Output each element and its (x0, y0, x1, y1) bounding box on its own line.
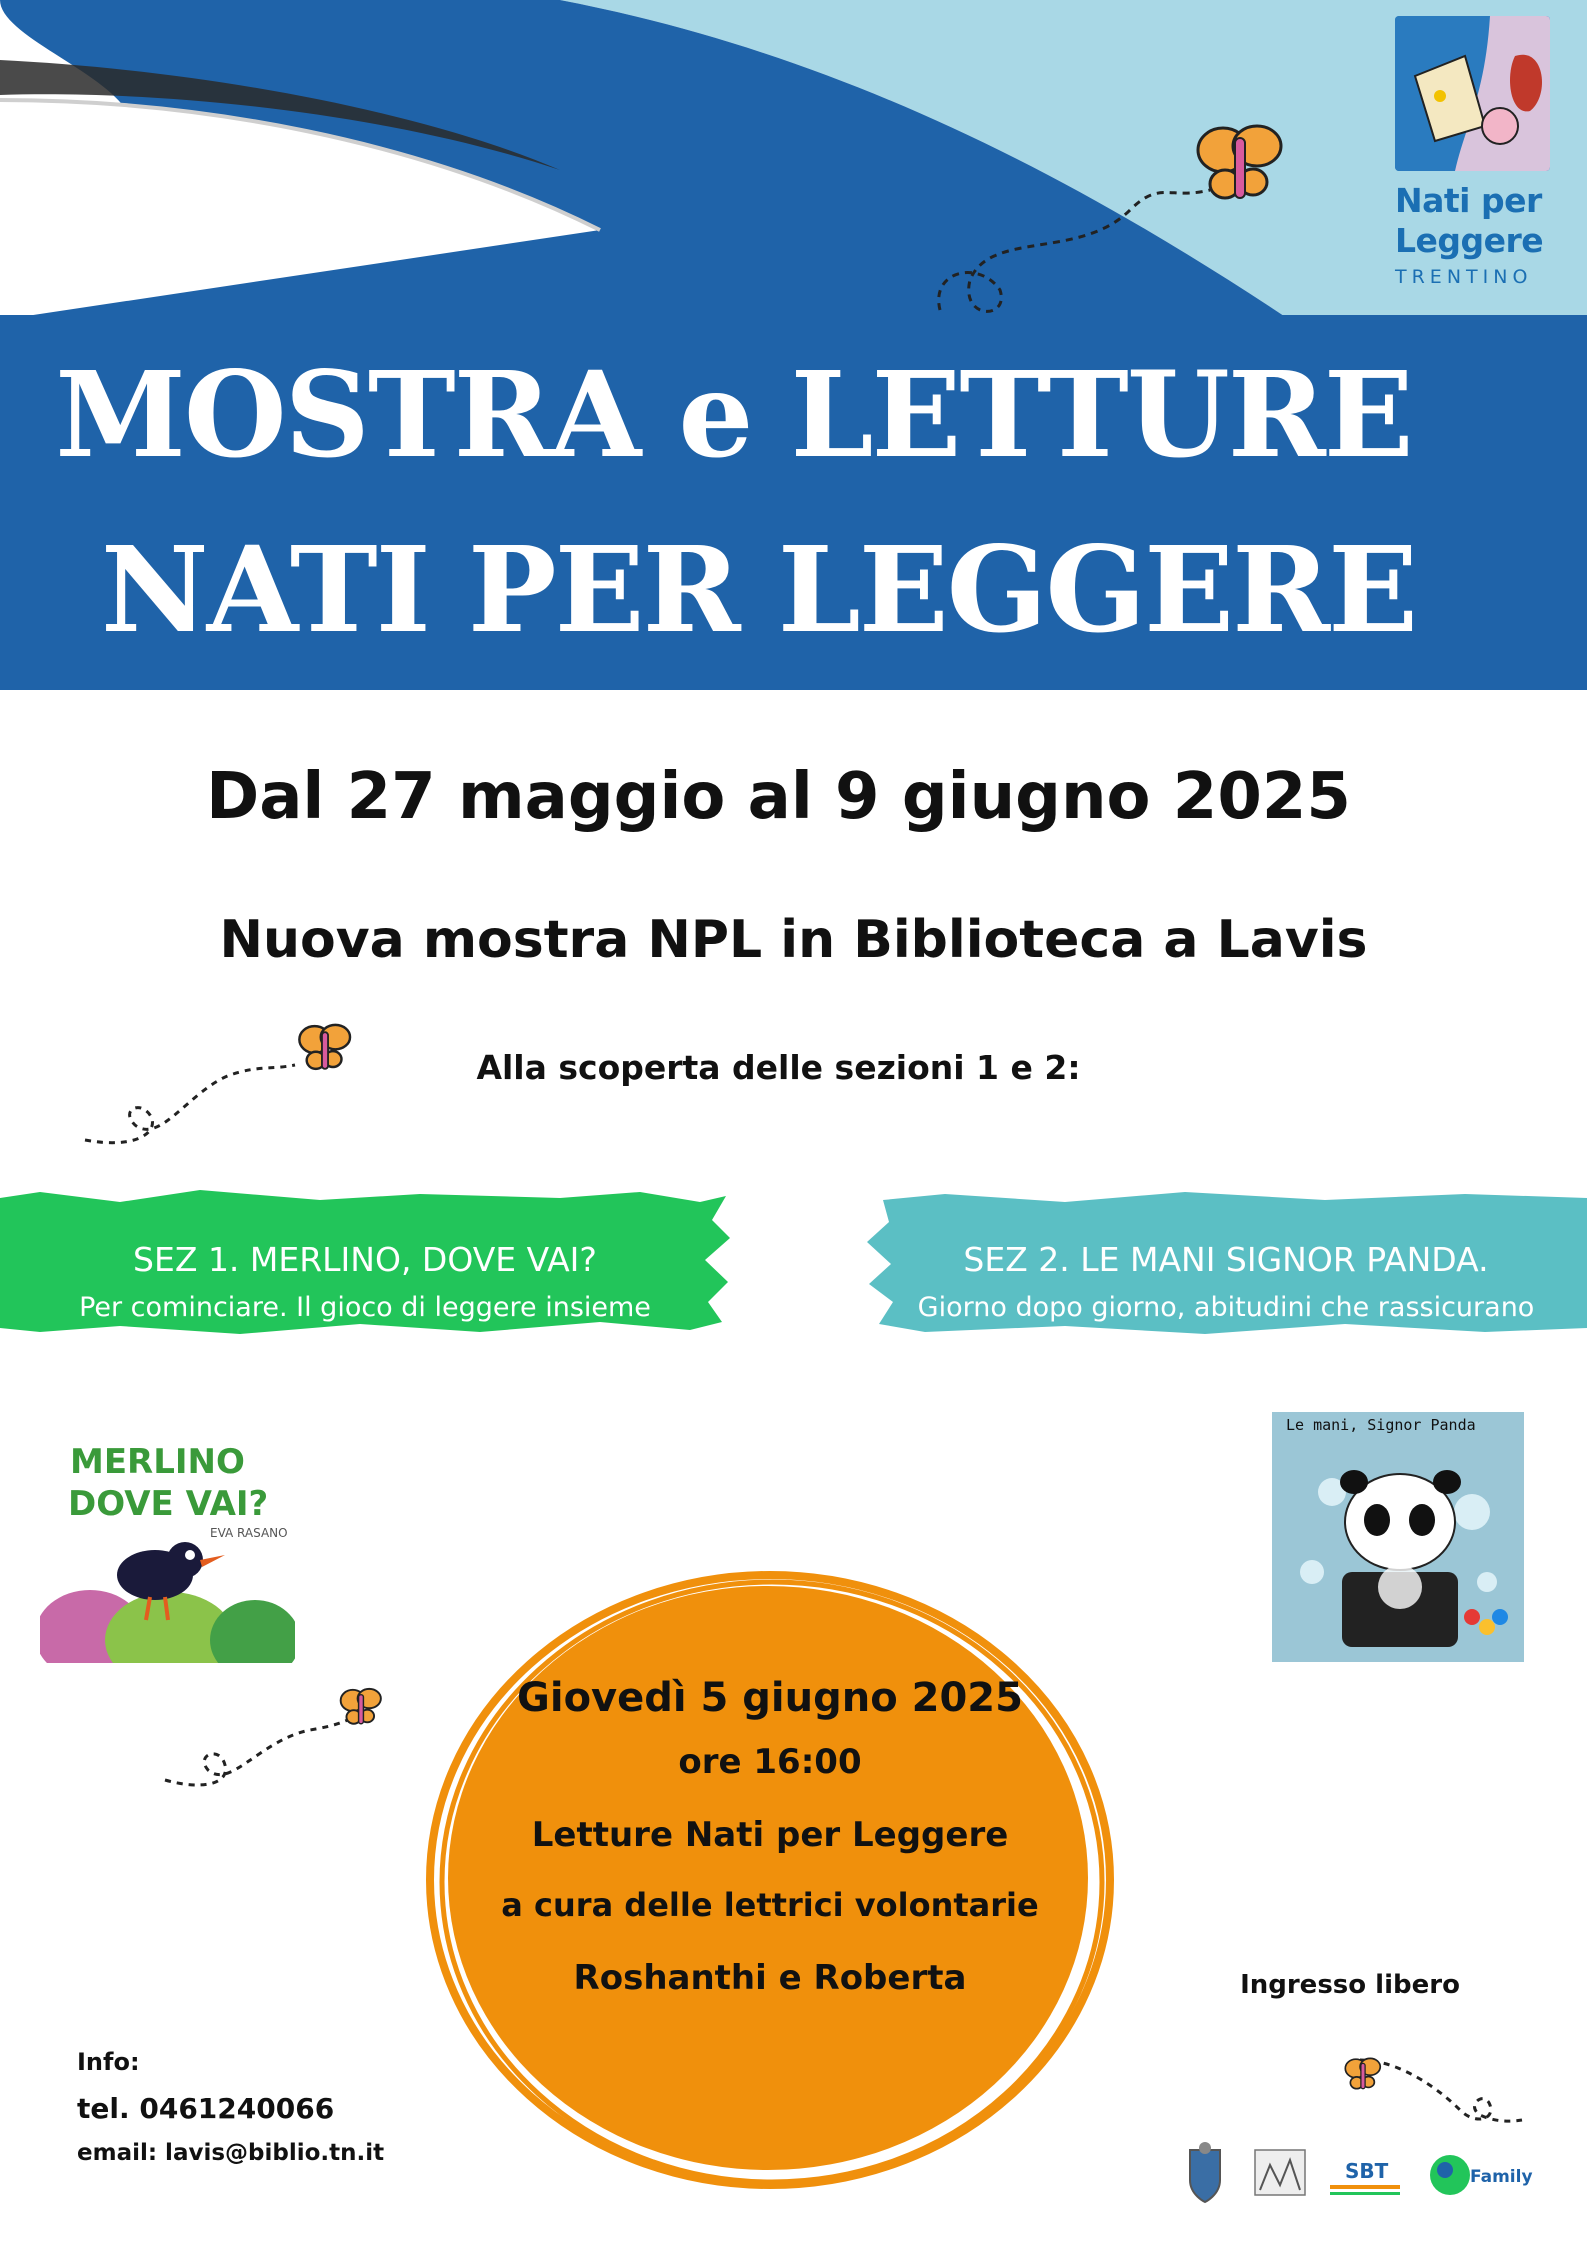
nati-per-leggere-logo (1395, 16, 1550, 296)
header-swoosh (0, 0, 1587, 320)
info-phone: tel. 0461240066 (77, 2092, 335, 2125)
book-cover-merlino (40, 1405, 295, 1663)
book-cover-panda (1272, 1412, 1524, 1662)
family-logo (1430, 2155, 1533, 2195)
logo-text-line2: Leggere (1395, 221, 1544, 260)
section1-title: SEZ 1. MERLINO, DOVE VAI? (133, 1240, 597, 1279)
logo-illustration (1395, 16, 1550, 171)
svg-text:Le mani, Signor Panda: Le mani, Signor Panda (1286, 1416, 1476, 1434)
event-circle (410, 1560, 1130, 2200)
svg-text:MERLINO: MERLINO (70, 1442, 245, 1482)
info-label: Info: (77, 2048, 140, 2076)
svg-text:Family: Family (1470, 2167, 1533, 2187)
svg-text:EVA RASANO: EVA RASANO (210, 1526, 288, 1540)
sbt-logo (1330, 2159, 1400, 2195)
free-entry: Ingresso libero (1240, 1970, 1460, 2000)
sections-intro: Alla scoperta delle sezioni 1 e 2: (476, 1048, 1081, 1087)
butterfly-icon (1195, 118, 1285, 213)
svg-text:DOVE VAI?: DOVE VAI? (68, 1484, 269, 1524)
logo-text-line3: TRENTINO (1395, 266, 1533, 288)
svg-text:SBT: SBT (1345, 2159, 1389, 2183)
section2-subtitle: Giorno dopo giorno, abitudini che rassicurano (917, 1292, 1535, 1323)
event-date: Giovedì 5 giugno 2025 (517, 1675, 1023, 1721)
info-email: email: lavis@biblio.tn.it (77, 2140, 385, 2166)
butterfly-icon (1343, 2055, 1383, 2095)
partner-logos (1170, 2140, 1540, 2210)
exhibition-dates: Dal 27 maggio al 9 giugno 2025 (206, 760, 1351, 834)
exhibition-subtitle: Nuova mostra NPL in Biblioteca a Lavis (219, 910, 1368, 970)
event-curated: a cura delle lettrici volontarie (501, 1886, 1039, 1924)
municipality-crest-icon (1190, 2142, 1220, 2202)
event-title: Letture Nati per Leggere (531, 1815, 1009, 1855)
title-line2: NATI PER LEGGERE (100, 520, 1417, 659)
logo-text-line1: Nati per (1395, 181, 1542, 220)
section2-title: SEZ 2. LE MANI SIGNOR PANDA. (963, 1240, 1489, 1279)
event-time: ore 16:00 (678, 1742, 862, 1782)
title-line1: MOSTRA e LETTURE (55, 345, 1412, 484)
butterfly-icon (337, 1685, 385, 1731)
library-drawing-icon (1255, 2150, 1305, 2195)
title-band (0, 315, 1587, 690)
section1-subtitle: Per cominciare. Il gioco di leggere insieme (79, 1292, 651, 1323)
event-readers: Roshanthi e Roberta (573, 1958, 967, 1998)
